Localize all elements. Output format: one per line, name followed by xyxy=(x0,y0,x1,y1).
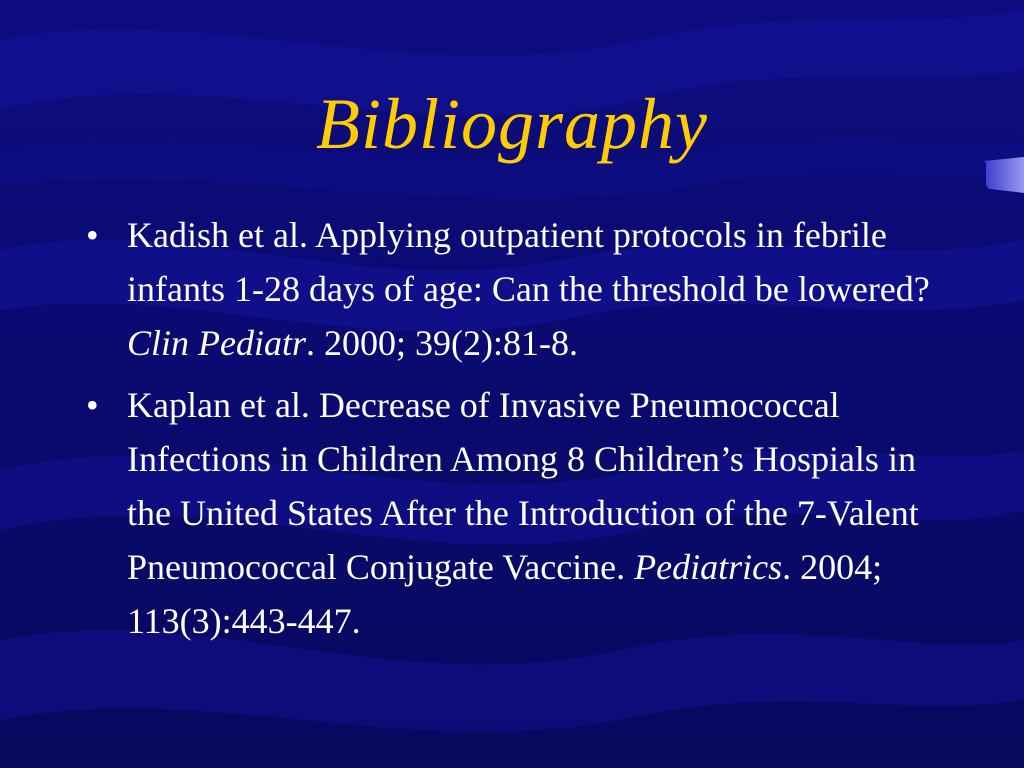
reference-citation: . 2004; 113(3):443-447. xyxy=(127,547,883,641)
slide-title: Bibliography xyxy=(316,84,708,164)
reference-item xyxy=(86,208,946,370)
reference-text: Kadish et al. Applying outpatient protocols in febrile infants 1-28 days of age: Can the threshold be lowered? xyxy=(127,215,930,309)
bullet-icon: • xyxy=(86,385,99,425)
reference-journal: Clin Pediatr xyxy=(127,323,306,363)
reference-journal: Pediatrics xyxy=(634,547,783,587)
reference-list xyxy=(86,208,946,656)
reference-item xyxy=(86,378,946,648)
reference-text: Kaplan et al. Decrease of Invasive Pneumococcal Infections in Children Among 8 Children’s Hospials in the United States After the Introduction of the 7-Valent Pneumococcal Conjugate Vaccine. xyxy=(127,385,919,587)
reference-citation: . 2000; 39(2):81-8. xyxy=(306,323,578,363)
bullet-icon: • xyxy=(86,215,99,255)
